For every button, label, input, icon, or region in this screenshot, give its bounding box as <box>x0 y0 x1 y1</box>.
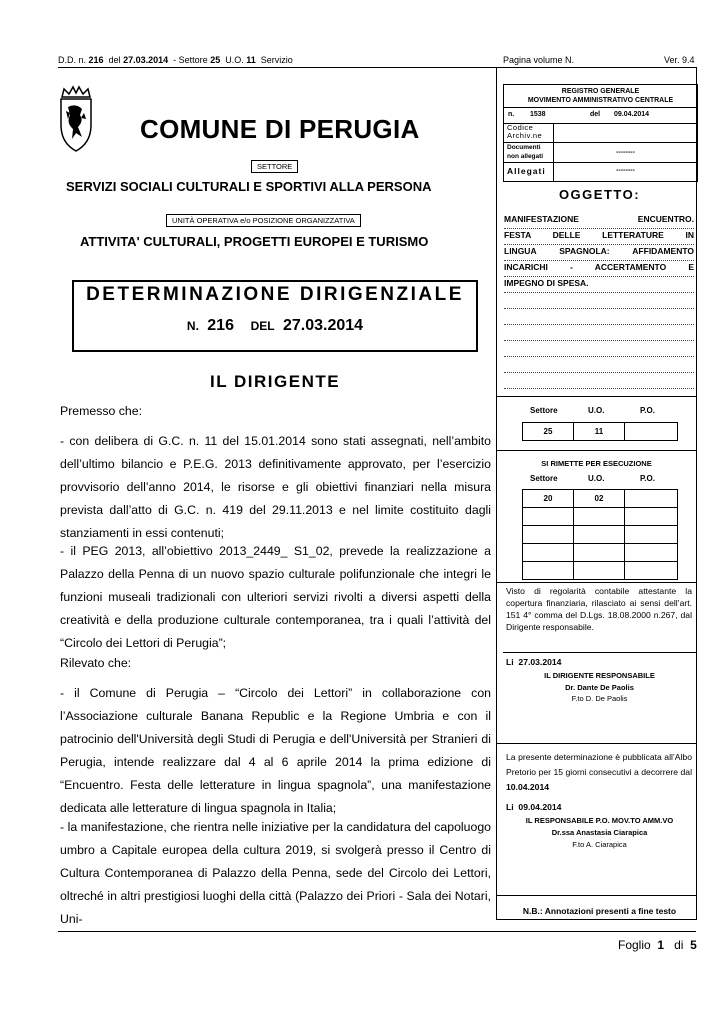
grid1-header-settore: Settore <box>530 406 558 415</box>
dd-prefix: D.D. n. <box>58 55 87 65</box>
oggetto-line: LINGUA SPAGNOLA: AFFIDAMENTO <box>504 244 694 261</box>
registro-number-row <box>504 107 697 124</box>
determinazione-box <box>72 280 478 352</box>
grid2-cell <box>624 543 678 562</box>
pagina-volume: Pagina volume N. <box>503 55 575 65</box>
pubblicazione-date-line <box>506 802 561 812</box>
visto-date-line <box>506 657 561 667</box>
grid2-header-uo: U.O. <box>588 474 605 483</box>
visto-date-label: Li <box>506 657 514 667</box>
det-date: 27.03.2014 <box>282 317 364 334</box>
grid2-cell <box>624 489 678 508</box>
grid2-cell: 02 <box>573 489 625 508</box>
body-paragraph: - con delibera di G.C. n. 11 del 15.01.2014 sono stati assegnati, nell’ambito dell’ultimo bilancio e P.E.G. 2013 definitivamente approvato, per l’esercizio provvisorio dell’anno 2014, le risorse e gli obiettivi finanziari nella misura prevista dall’atto di G.C. n. 419 del 29.11.2013 e nel limite costituito dagli stanziamenti in essi contenuti; <box>60 434 491 540</box>
allegati-row <box>504 162 697 181</box>
registro-title: REGISTRO GENERALE <box>561 88 640 95</box>
il-dirigente-heading: IL DIRIGENTE <box>210 372 341 391</box>
section-rule <box>496 396 697 397</box>
servizio-label: Servizio <box>260 55 293 65</box>
grid2-cell <box>573 507 625 526</box>
registro-del-value: 09.04.2014 <box>614 111 650 118</box>
det-number: 216 <box>207 317 234 334</box>
unit-name: ATTIVITA' CULTURALI, PROGETTI EUROPEI E TURISMO <box>80 234 429 249</box>
settore-label: - Settore <box>173 55 208 65</box>
section-rule <box>496 450 697 451</box>
grid2-title: SI RIMETTE PER ESECUZIONE <box>541 459 652 468</box>
section-rule <box>496 582 697 583</box>
documenti-label: Documenti non allegati <box>504 143 554 163</box>
oggetto-title: OGGETTO: <box>558 187 641 202</box>
visto-signature: F.to D. De Paolis <box>571 694 628 703</box>
right-bottom-rule <box>496 919 697 920</box>
uo-value: 11 <box>246 55 256 65</box>
grid2-cell <box>522 525 574 544</box>
body-paragraph: - il PEG 2013, all’obiettivo 2013_2449_ S1_02, prevede la realizzazione a Palazzo della Penna di un nuovo spazio culturale polifunzionale che integri le funzioni museali tradizionali con ulteriori servizi rivolti a diversi aspetti della creatività e della produzione culturale contemporanea, tra i quali l’attività del “Circolo dei Lettori di Perugia”; <box>60 544 491 650</box>
registro-n-label: n. <box>508 111 515 118</box>
grid2-cell <box>573 525 625 544</box>
grid2-cell <box>624 561 678 580</box>
grid2-cell <box>522 561 574 580</box>
pubblicazione-signature: F.to A. Ciarapica <box>572 840 627 849</box>
body-paragraph: - il Comune di Perugia – “Circolo dei Lettori” in collaborazione con l’Associazione culturale Banana Republic e la Regione Umbria e con il patrocinio dell'Università degli Studi di Perugia e dell'Università per Stranieri di Perugia, intende realizzare dal 4 al 6 aprile 2014 la prima edizione di “Encuentro. Festa delle letterature in lingua spagnola”, una manifestazione dedicata alle letterature di lingua spagnola in Italia; <box>60 686 491 815</box>
registro-subtitle: MOVIMENTO AMMINISTRATIVO CENTRALE <box>527 97 674 104</box>
pubblicazione-decorrere-date: 10.04.2014 <box>506 782 550 792</box>
pubblicazione-role: IL RESPONSABILE P.O. MOV.TO AMM.VO <box>525 816 674 825</box>
grid2-cell: 20 <box>522 489 574 508</box>
del-label: DEL <box>250 319 275 333</box>
grid2-cell <box>522 507 574 526</box>
visto-role: IL DIRIGENTE RESPONSABILE <box>544 671 655 680</box>
grid1-header-po: P.O. <box>640 406 655 415</box>
visto-text: Visto di regolarità contabile attestante la copertura finanziaria, rilasciato ai sensi dell’art. 151 4° comma del D.Lgs. 18.08.2000 n.267, dal Dirigente responsabile. <box>506 586 692 632</box>
visto-date: 27.03.2014 <box>518 657 562 667</box>
visto-rule <box>503 652 696 653</box>
oggetto-empty-line <box>504 340 694 357</box>
grid2-header-settore: Settore <box>530 474 558 483</box>
settore-value: 25 <box>210 55 221 65</box>
grid1-cell-po <box>624 422 678 441</box>
settore-name: SERVIZI SOCIALI CULTURALI E SPORTIVI ALLA PERSONA <box>66 179 432 194</box>
oggetto-line: FESTA DELLE LETTERATURE IN <box>504 228 694 245</box>
header-rule <box>58 67 696 68</box>
dd-number: 216 <box>88 55 104 65</box>
body-paragraph: - la manifestazione, che rientra nelle iniziative per la candidatura del capoluogo umbro a Capitale europea della cultura 2019, si svolgerà presso il Centro di Cultura Contemporanea di Palazzo della Penna, sede del Circolo dei Lettori, oltreché in altri prestigiosi luoghi della città (Palazzo dei Priori - Sala dei Notari, Uni- <box>60 820 491 926</box>
oggetto-empty-line <box>504 292 694 309</box>
grid2-cell <box>624 525 678 544</box>
section-rule <box>496 895 697 896</box>
oggetto-line: INCARICHI - ACCERTAMENTO E <box>504 260 694 277</box>
visto-name: Dr. Dante De Paolis <box>565 683 634 692</box>
oggetto-line: MANIFESTAZIONE ENCUENTRO. <box>504 212 694 229</box>
documenti-row <box>504 142 697 163</box>
registro-del-label: del <box>590 111 601 118</box>
footer-rule <box>58 931 696 932</box>
determinazione-title: DETERMINAZIONE DIRIGENZIALE <box>86 284 464 305</box>
oggetto-empty-line <box>504 324 694 341</box>
di-value: 5 <box>690 938 697 952</box>
oggetto-empty-line <box>504 372 694 389</box>
documenti-value: -------- <box>616 149 635 156</box>
n-label: N. <box>186 319 199 333</box>
del-prefix: del <box>108 55 121 65</box>
pubblicazione-name: Dr.ssa Anastasia Ciarapica <box>551 828 648 837</box>
body-paragraph: Rilevato che: <box>60 656 132 670</box>
dd-date: 27.03.2014 <box>123 55 169 65</box>
pubblicazione-body: La presente determinazione è pubblicata all’Albo Pretorio per 15 giorni consecutivi a decorrere dal <box>506 752 692 777</box>
version-label: Ver. 9.4 <box>664 55 695 65</box>
foglio-counter <box>618 938 697 952</box>
settore-tag: SETTORE <box>251 160 298 173</box>
comune-title: COMUNE DI PERUGIA <box>140 114 420 144</box>
pubblicazione-text <box>506 750 692 795</box>
grid1-header-uo: U.O. <box>588 406 605 415</box>
determinazione-number-line <box>74 317 476 335</box>
grid2-cell <box>522 543 574 562</box>
allegati-label: Allegati <box>504 163 554 181</box>
grid1-cell-uo: 11 <box>573 422 625 441</box>
registro-box <box>503 84 698 182</box>
di-label: di <box>674 938 684 952</box>
codice-label: Codice Archiv.ne <box>504 124 554 143</box>
nb-note: N.B.: Annotazioni presenti a fine testo <box>522 906 677 916</box>
registro-n-value: 1538 <box>530 111 546 118</box>
grid2-cell <box>573 561 625 580</box>
pubblicazione-date: 09.04.2014 <box>518 802 562 812</box>
section-rule <box>496 743 697 744</box>
codice-row <box>504 123 697 143</box>
oggetto-empty-line <box>504 356 694 373</box>
unit-tag: UNITÀ OPERATIVA e/o POSIZIONE ORGANIZZATIVA <box>166 214 361 227</box>
grid1-cell-settore: 25 <box>522 422 574 441</box>
foglio-value: 1 <box>657 938 665 952</box>
grid2-cell <box>624 507 678 526</box>
grid2-header-po: P.O. <box>640 474 655 483</box>
header-doc-ref <box>58 55 293 65</box>
oggetto-line: IMPEGNO DI SPESA. <box>504 276 694 293</box>
foglio-label: Foglio <box>618 938 651 952</box>
grid2-cell <box>573 543 625 562</box>
column-divider <box>496 67 497 919</box>
oggetto-empty-line <box>504 308 694 325</box>
body-paragraph: Premesso che: <box>60 404 143 418</box>
allegati-value: -------- <box>616 167 635 174</box>
pubblicazione-date-label: Li <box>506 802 514 812</box>
coat-of-arms-icon <box>56 85 96 155</box>
uo-label: U.O. <box>225 55 244 65</box>
right-border <box>696 67 697 919</box>
